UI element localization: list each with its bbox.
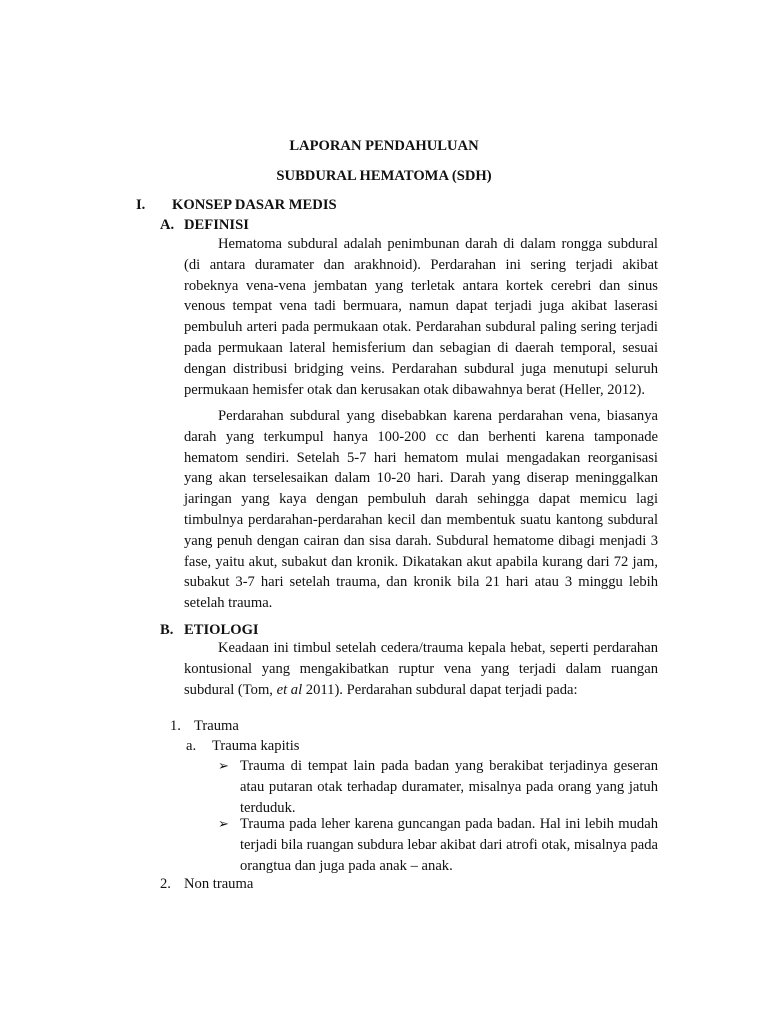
subsection-label: DEFINISI [184,217,249,233]
list-label: Trauma kapitis [212,738,300,754]
arrow-bullet-icon: ➢ [218,758,229,773]
list-item-trauma-kapitis [186,736,299,756]
list-label: Non trauma [184,876,254,892]
list-number: 2. [160,876,171,892]
subsection-number: B. [160,622,174,638]
list-letter: a. [186,738,197,754]
subsection-heading-etiologi [160,620,259,640]
etiology-text-part1: Keadaan ini timbul setelah cedera/trauma kepala hebat, seperti perdarahan kontusional yang mengakibatkan ruptur vena yang terjadi dalam ruangan subdural (Tom, [184,640,658,698]
bullet-item-1 [218,756,658,818]
etiology-paragraph [184,638,658,700]
section-heading-konsep [136,195,337,215]
arrow-bullet-icon: ➢ [218,816,229,831]
bullet-text: Trauma pada leher karena guncangan pada badan. Hal ini lebih mudah terjadi bila ruangan subdura lebar akibat dari atrofi otak, misalnya pada orangtua dan juga pada anak – anak. [240,816,658,874]
subsection-heading-definisi [160,215,249,235]
document-subtitle: SUBDURAL HEMATOMA (SDH) [276,168,492,184]
section-label: KONSEP DASAR MEDIS [172,197,337,213]
bullet-text: Trauma di tempat lain pada badan yang berakibat terjadinya geseran atau putaran otak terhadap duramater, misalnya pada orang yang jatuh terduduk. [240,758,658,816]
document-title: LAPORAN PENDAHULUAN [289,138,479,154]
bullet-item-2 [218,814,658,876]
list-number: 1. [170,718,181,734]
definition-paragraph-1: Hematoma subdural adalah penimbunan darah di dalam rongga subdural (di antara duramater dan arakhnoid). Perdarahan ini sering terjadi akibat robeknya vena-vena jembatan yang terletak antara kortek cerebri dan sinus venous tempat vena tadi bermuara, namun dapat terjadi juga akibat laserasi pembuluh arteri pada permukaan otak. Perdarahan subdural paling sering terjadi pada permukaan lateral hemisferium dan sebagian di daerah temporal, sesuai dengan distribusi bridging veins. Perdarahan subdural juga menutupi seluruh permukaan hemisfer otak dan kerusakan otak dibawahnya berat (Heller, 2012). [184,236,658,398]
list-label: Trauma [194,718,239,734]
section-number: I. [136,197,146,213]
etiology-text-part2: 2011). Perdarahan subdural dapat terjadi pada: [302,681,578,698]
list-item-trauma [170,716,239,736]
etiology-citation-italic: et al [276,681,303,698]
list-item-non-trauma [160,874,253,894]
definition-paragraph-2: Perdarahan subdural yang disebabkan karena perdarahan vena, biasanya darah yang terkumpul hanya 100-200 cc dan berhenti karena tamponade hematom sendiri. Setelah 5-7 hari hematom mulai mengadakan reorganisasi yang akan terselesaikan dalam 10-20 hari. Darah yang diserap meninggalkan jaringan yang kaya dengan pembuluh darah sehingga dapat memicu lagi timbulnya perdarahan-perdarahan kecil dan membentuk suatu kantong subdural yang penuh dengan cairan dan sisa darah. Subdural hematome dibagi menjadi 3 fase, yaitu akut, subakut dan kronik. Dikatakan akut apabila kurang dari 72 jam, subakut 3-7 hari setelah trauma, dan kronik bila 21 hari atau 3 minggu lebih setelah trauma. [184,408,658,612]
subsection-label: ETIOLOGI [184,622,259,638]
subsection-number: A. [160,217,175,233]
